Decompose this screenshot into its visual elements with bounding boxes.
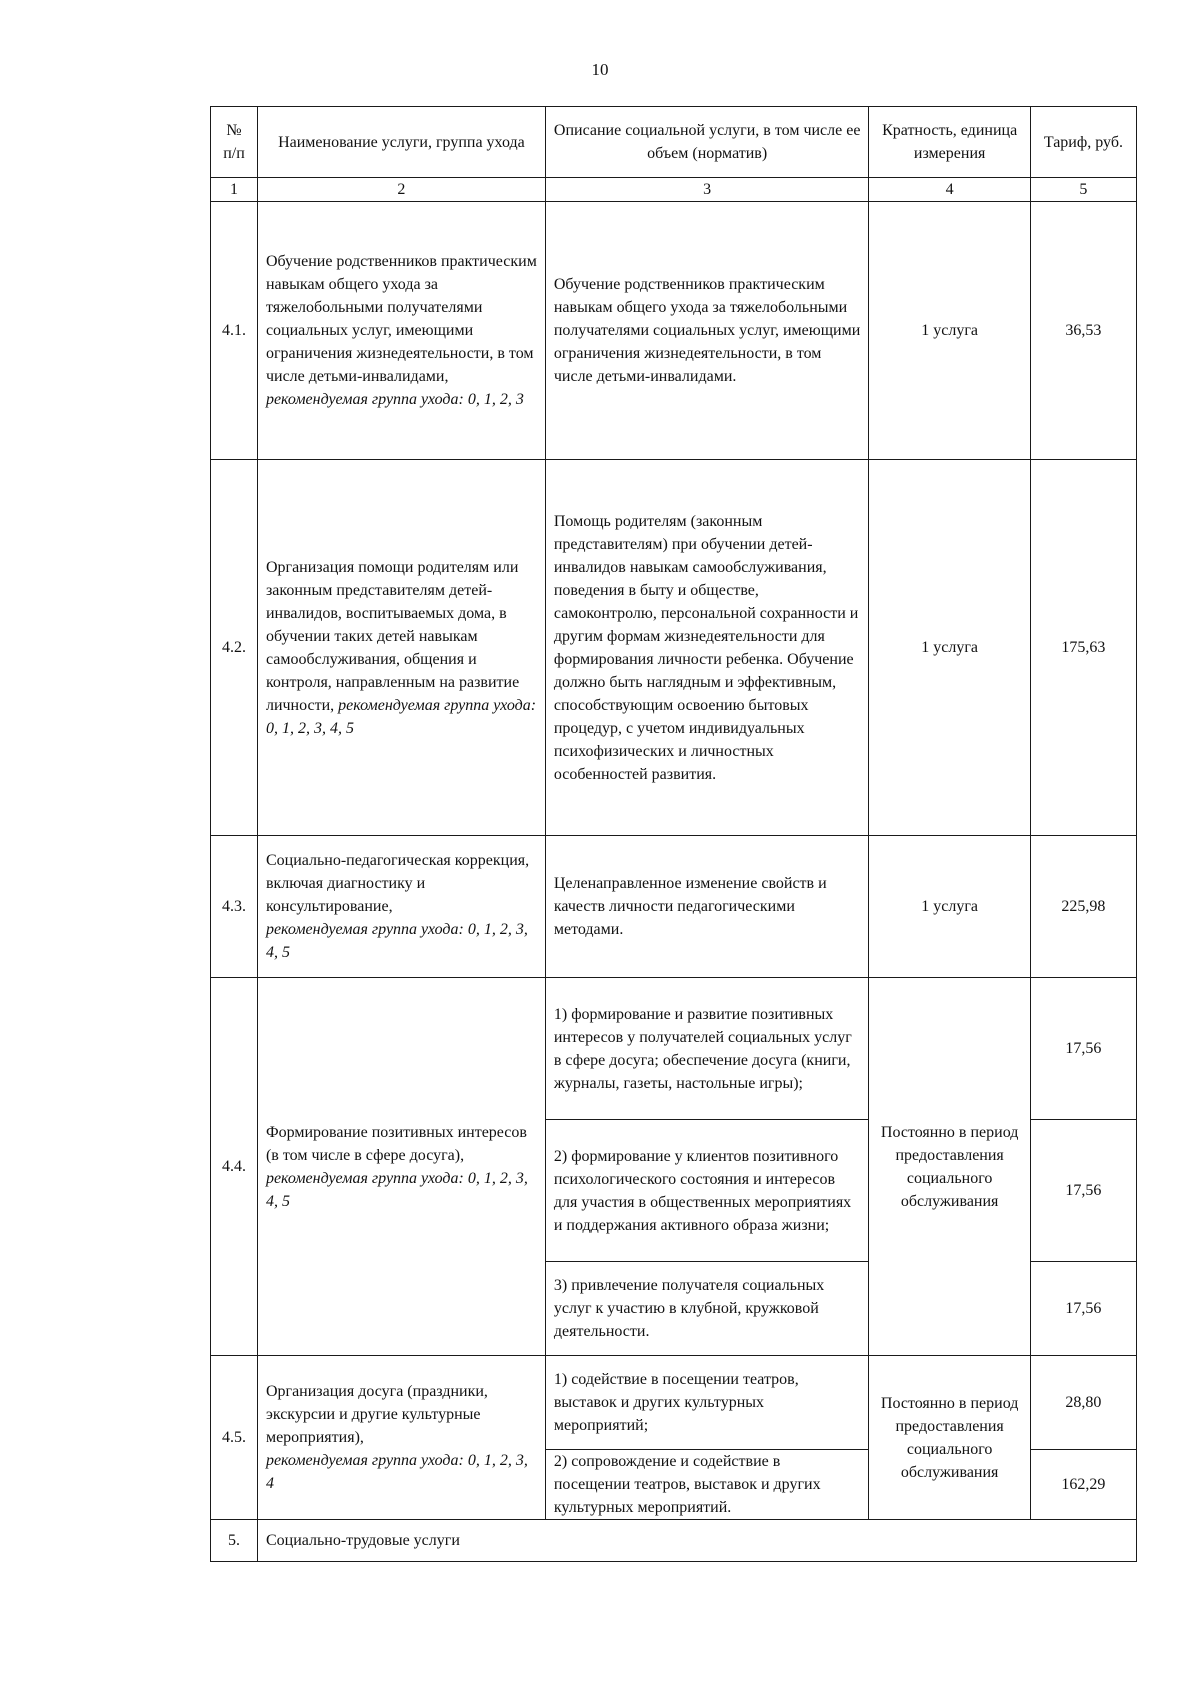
row-number: 4.5. (211, 1356, 258, 1520)
column-number: 5 (1030, 178, 1136, 202)
service-name-cell (257, 202, 545, 460)
service-name: Организация помощи родителям или законным представителям детей-инвалидов, воспитываемых дома, в обучении таких детей навыкам самообслуживания, общения и контроля, направленным на развитие личности, (265, 558, 520, 714)
page-number: 10 (591, 60, 609, 79)
frequency: 1 услуга (869, 460, 1030, 836)
service-name: Социально-педагогическая коррекция, включая диагностику и консультирование, (265, 852, 530, 915)
column-number-row (211, 178, 1137, 202)
service-description: 2) сопровождение и содействие в посещении театров, выставок и других культурных мероприятий. (545, 1450, 869, 1520)
col-header-desc: Описание социальной услуги, в том числе ее объем (норматив) (545, 107, 869, 178)
service-name-cell (257, 460, 545, 836)
frequency: 1 услуга (869, 202, 1030, 460)
col-header-num: № п/п (211, 107, 258, 178)
table-row-4-5 (211, 1356, 1137, 1450)
frequency: 1 услуга (869, 836, 1030, 978)
service-description: 3) привлечение получателя социальных услуг к участию в клубной, кружковой деятельности. (545, 1262, 869, 1356)
care-group: рекомендуемая группа ухода: 0, 1, 2, 3, 4 (265, 1452, 528, 1492)
tariff: 17,56 (1030, 978, 1136, 1120)
section-title: Социально-трудовые услуги (257, 1520, 1136, 1562)
tariff: 225,98 (1030, 836, 1136, 978)
tariff: 28,80 (1030, 1356, 1136, 1450)
table-row-4-3 (211, 836, 1137, 978)
col-header-freq: Кратность, единица измерения (869, 107, 1030, 178)
service-name: Формирование позитивных интересов (в том числе в сфере досуга), (265, 1123, 527, 1164)
services-table (210, 106, 1137, 1562)
service-description: 2) формирование у клиентов позитивного психологического состояния и интересов для участия в общественных мероприятиях и поддержания активного образа жизни; (545, 1120, 869, 1262)
service-name: Организация досуга (праздники, экскурсии и другие культурные мероприятия), (265, 1383, 488, 1446)
column-number: 2 (257, 178, 545, 202)
service-description: 1) содействие в посещении театров, выставок и других культурных мероприятий; (545, 1356, 869, 1450)
table-row-4-1 (211, 202, 1137, 460)
care-group: рекомендуемая группа ухода: 0, 1, 2, 3, 4, 5 (265, 921, 528, 961)
column-number: 3 (545, 178, 869, 202)
row-number: 5. (211, 1520, 258, 1562)
service-description: Помощь родителям (законным представителям) при обучении детей-инвалидов навыкам самообслуживания, поведения в быту и обществе, самоконтролю, персональной сохранности и другим формам жизнедеятельности для формирования личности ребенка. Обучение должно быть наглядным и эффективным, способствующим освоению бытовых процедур, с учетом индивидуальных психофизических и личностных особенностей развития. (545, 460, 869, 836)
tariff: 36,53 (1030, 202, 1136, 460)
col-header-tariff: Тариф, руб. (1030, 107, 1136, 178)
tariff: 162,29 (1030, 1450, 1136, 1520)
service-description: Обучение родственников практическим навыкам общего ухода за тяжелобольными получателями социальных услуг, имеющими ограничения жизнедеятельности, в том числе детьми-инвалидами. (545, 202, 869, 460)
care-group: рекомендуемая группа ухода: 0, 1, 2, 3, 4, 5 (265, 1169, 528, 1210)
row-number: 4.2. (211, 460, 258, 836)
row-number: 4.1. (211, 202, 258, 460)
service-name-cell (257, 978, 545, 1356)
tariff: 17,56 (1030, 1262, 1136, 1356)
service-description: 1) формирование и развитие позитивных интересов у получателей социальных услуг в сфере досуга; обеспечение досуга (книги, журналы, газеты, настольные игры); (545, 978, 869, 1120)
frequency: Постоянно в период предоставления социального обслуживания (869, 1356, 1030, 1520)
table-row-4-2 (211, 460, 1137, 836)
care-group: рекомендуемая группа ухода: 0, 1, 2, 3, 4, 5 (265, 696, 537, 737)
service-name-cell (257, 1356, 545, 1520)
table-row-5 (211, 1520, 1137, 1562)
column-number: 1 (211, 178, 258, 202)
care-group: рекомендуемая группа ухода: 0, 1, 2, 3 (265, 391, 524, 408)
frequency: Постоянно в период предоставления социального обслуживания (869, 978, 1030, 1356)
row-number: 4.4. (211, 978, 258, 1356)
service-name-cell (257, 836, 545, 978)
header-row (211, 107, 1137, 178)
tariff: 17,56 (1030, 1120, 1136, 1262)
service-description: Целенаправленное изменение свойств и качеств личности педагогическими методами. (545, 836, 869, 978)
table-row-4-4 (211, 978, 1137, 1120)
tariff: 175,63 (1030, 460, 1136, 836)
service-name: Обучение родственников практическим навыкам общего ухода за тяжелобольными получателями социальных услуг, имеющими ограничения жизнедеятельности, в том числе детьми-инвалидами, (265, 253, 537, 385)
column-number: 4 (869, 178, 1030, 202)
row-number: 4.3. (211, 836, 258, 978)
col-header-name: Наименование услуги, группа ухода (257, 107, 545, 178)
